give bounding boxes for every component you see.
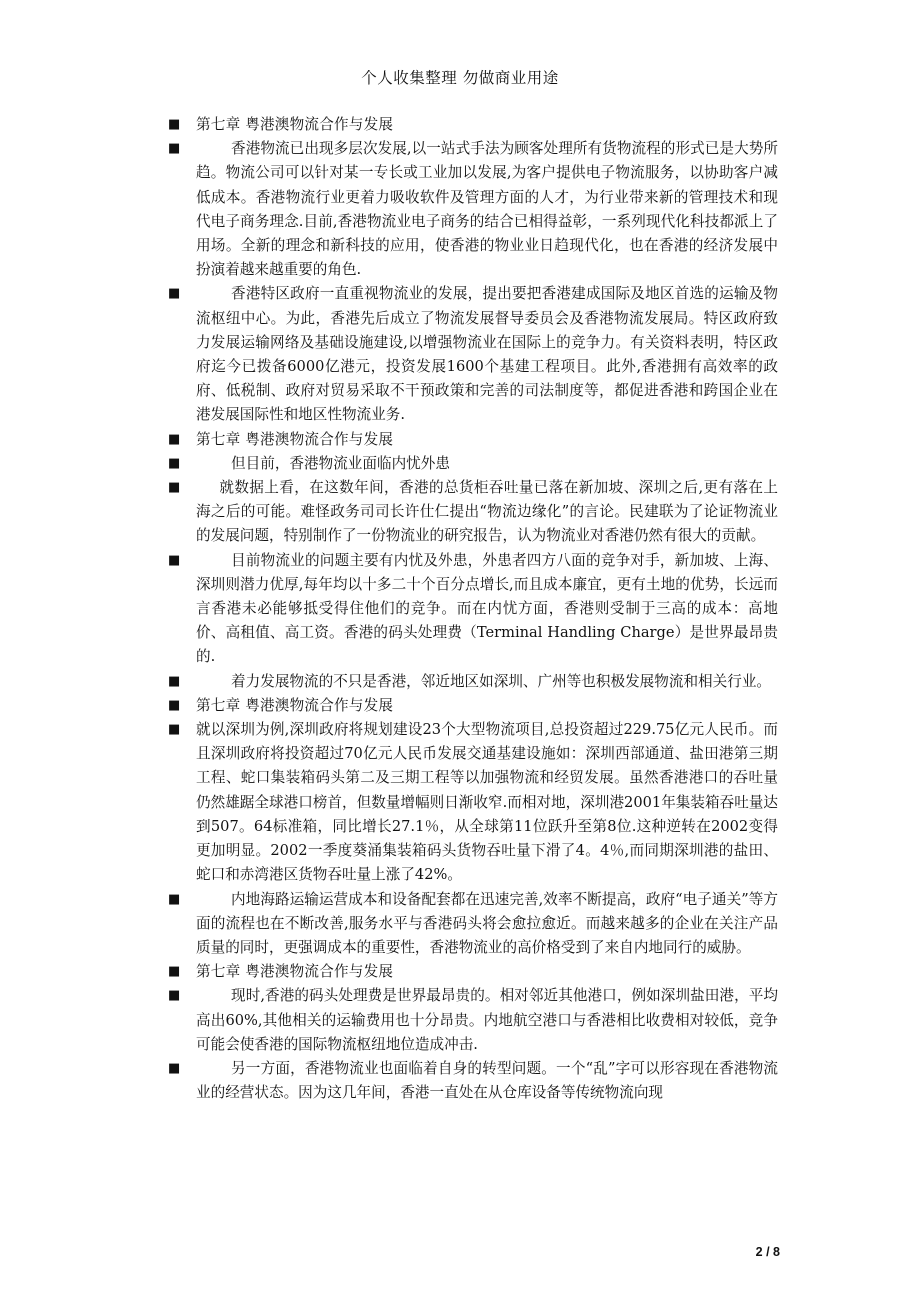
bullet-item-6 [168,476,778,549]
bullet-item-3 [168,282,778,427]
bullet-item-1 [168,113,778,137]
chapter-heading: 第七章 粤港澳物流合作与发展 [196,116,394,133]
bullet-item-10 [168,718,778,887]
square-bullet-icon: ■ [168,673,181,689]
square-bullet-icon: ■ [168,117,181,132]
square-bullet-icon: ■ [168,891,181,907]
bullet-item-9 [168,694,778,718]
bullet-item-8 [168,670,778,694]
bullet-item-14 [168,1057,778,1105]
bullet-item-4 [168,428,778,452]
square-bullet-icon: ■ [168,552,181,568]
chapter-heading: 第七章 粤港澳物流合作与发展 [196,696,394,714]
document-body [168,113,778,1105]
square-bullet-icon: ■ [168,964,181,980]
chapter-heading: 第七章 粤港澳物流合作与发展 [196,430,394,448]
bullet-item-13 [168,984,778,1057]
square-bullet-icon: ■ [168,722,181,738]
paragraph: 但目前，香港物流业面临内忧外患 [231,454,450,472]
bullet-item-2 [168,137,778,282]
paragraph: 目前物流业的问题主要有内忧及外患，外患者四方八面的竞争对手，新加坡、上海、深圳则潜力优厚,每年均以十多二十个百分点增长,而且成本廉宜，更有土地的优势，长远而言香港未必能够抵受得住他们的竞争。而在内忧方面，香港则受制于三高的成本：高地价、高租值、高工资。香港的码头处理费（Terminal Handling Charge）是世界最昂贵的. [196,551,778,666]
paragraph: 就数据上看，在这数年间，香港的总货柜吞吐量已落在新加坡、深圳之后,更有落在上海之后的可能。难怪政务司司长许仕仁提出“物流边缘化”的言论。民建联为了论证物流业的发展问题，特别制作了一份物流业的研究报告，认为物流业对香港仍然有很大的贡献。 [196,479,778,545]
square-bullet-icon: ■ [168,431,181,447]
page-number: 2 / 8 [755,1245,780,1259]
paragraph: 香港物流已出现多层次发展,以一站式手法为顾客处理所有货物流程的形式已是大势所趋。物流公司可以针对某一专长或工业加以发展,为客户提供电子物流服务，以协助客户减低成本。香港物流行业更着力吸收软件及管理方面的人才，为行业带来新的管理技术和现代电子商务理念.目前,香港物流业电子商务的结合已相得益彰，一系列现代化科技都派上了用场。全新的理念和新科技的应用，使香港的物业业日趋现代化，也在香港的经济发展中扮演着越来越重要的角色. [196,140,778,279]
square-bullet-icon: ■ [168,286,181,302]
paragraph: 内地海路运输运营成本和设备配套都在迅速完善,效率不断提高，政府“电子通关”等方面的流程也在不断改善,服务水平与香港码头将会愈拉愈近。而越来越多的企业在关注产品质量的同时，更强调成本的重要性，香港物流业的高价格受到了来自内地同行的威胁。 [196,890,778,956]
paragraph: 着力发展物流的不只是香港，邻近地区如深圳、广州等也积极发展物流和相关行业。 [231,672,772,690]
bullet-item-5 [168,452,778,476]
square-bullet-icon: ■ [168,988,181,1004]
square-bullet-icon: ■ [168,1060,181,1076]
bullet-item-7 [168,549,778,670]
bullet-item-12 [168,960,778,984]
chapter-heading: 第七章 粤港澳物流合作与发展 [196,963,394,981]
square-bullet-icon: ■ [168,480,181,496]
square-bullet-icon: ■ [168,141,181,157]
page-header: 个人收集整理 勿做商业用途 [361,69,559,87]
paragraph: 现时,香港的码头处理费是世界最昂贵的。相对邻近其他港口，例如深圳盐田港，平均高出60%,其他相关的运输费用也十分昂贵。内地航空港口与香港相比收费相对较低，竞争可能会使香港的国际物流枢纽地位造成冲击. [196,987,778,1053]
paragraph: 就以深圳为例,深圳政府将规划建设23个大型物流项目,总投资超过229.75亿元人民币。而且深圳政府将投资超过70亿元人民币发展交通基建设施如：深圳西部通道、盐田港第三期工程、蛇口集装箱码头第二及三期工程等以加强物流和经贸发展。虽然香港港口的吞吐量仍然雄踞全球港口榜首，但数量增幅则日渐收窄.而相对地，深圳港2001年集装箱吞吐量达到507。64标准箱，同比增长27.1％，从全球第11位跃升至第8位.这种逆转在2002变得更加明显。2002一季度葵涌集装箱码头货物吞吐量下滑了4。4％,而同期深圳港的盐田、蛇口和赤湾港区货物吞吐量上涨了42%。 [196,721,778,884]
square-bullet-icon: ■ [168,455,181,471]
paragraph: 香港特区政府一直重视物流业的发展，提出要把香港建成国际及地区首选的运输及物流枢纽中心。为此，香港先后成立了物流发展督导委员会及香港物流发展局。特区政府致力发展运输网络及基础设施建设,以增强物流业在国际上的竞争力。有关资料表明，特区政府迄今已拨备6000亿港元，投资发展1600个基建工程项目。此外,香港拥有高效率的政府、低税制、政府对贸易采取不干预政策和完善的司法制度等，都促进香港和跨国企业在港发展国际性和地区性物流业务. [196,285,778,424]
paragraph: 另一方面，香港物流业也面临着自身的转型问题。一个“乱”字可以形容现在香港物流业的经营状态。因为这几年间，香港一直处在从仓库设备等传统物流向现 [196,1059,778,1102]
square-bullet-icon: ■ [168,697,181,713]
bullet-item-11 [168,888,778,961]
